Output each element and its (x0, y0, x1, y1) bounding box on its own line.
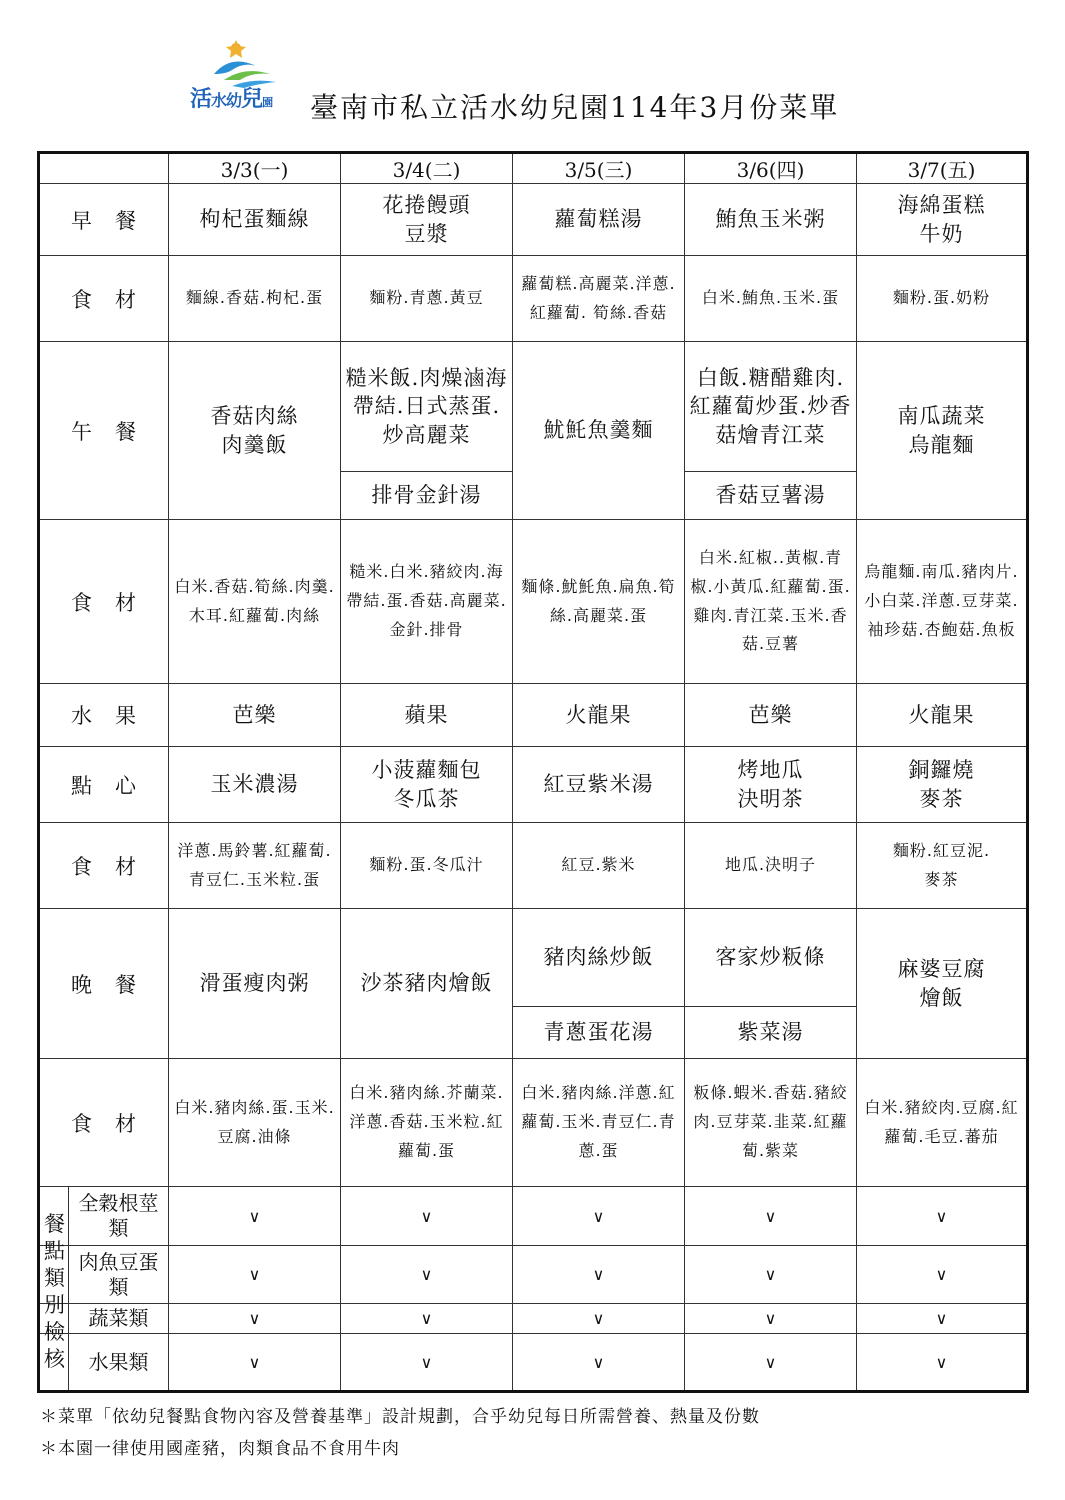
lunch-meal: 白飯.糖醋雞肉.紅蘿蔔炒蛋.炒香菇燴青江菜 (685, 342, 857, 472)
snack-meal: 小菠蘿麵包 冬瓜茶 (341, 747, 513, 823)
row-label-fruit: 水 果 (39, 684, 169, 747)
lunch-soup: 排骨金針湯 (341, 472, 513, 520)
day-header: 3/5(三) (513, 153, 685, 184)
breakfast-ingredients: 麵線.香菇.枸杞.蛋 (169, 256, 341, 342)
lunch-ingredients: 白米.紅椒..黃椒.青椒.小黃瓜.紅蘿蔔.蛋.雞肉.青江菜.玉米.香菇.豆薯 (685, 520, 857, 684)
check-row (39, 1246, 1028, 1304)
day-header: 3/7(五) (857, 153, 1028, 184)
snack-ingredients: 麵粉.紅豆泥. 麥茶 (857, 823, 1028, 909)
day-header: 3/6(四) (685, 153, 857, 184)
check-mark: ∨ (857, 1246, 1028, 1304)
dinner-meal: 滑蛋瘦肉粥 (169, 909, 341, 1059)
row-label-lunch: 午 餐 (39, 342, 169, 520)
category-name: 肉魚豆蛋類 (68, 1246, 168, 1303)
snack-ingredients: 麵粉.蛋.冬瓜汁 (341, 823, 513, 909)
day-header: 3/3(一) (169, 153, 341, 184)
check-mark: ∨ (857, 1334, 1028, 1392)
dinner-ingredients-row (39, 1059, 1028, 1187)
breakfast-ingredients: 白米.鮪魚.玉米.蛋 (685, 256, 857, 342)
breakfast-ingredients-row (39, 256, 1028, 342)
lunch-ingredients: 糙米.白米.豬絞肉.海帶結.蛋.香菇.高麗菜.金針.排骨 (341, 520, 513, 684)
check-mark: ∨ (169, 1187, 341, 1246)
fruit-item: 芭樂 (169, 684, 341, 747)
check-mark: ∨ (513, 1246, 685, 1304)
check-mark: ∨ (857, 1304, 1028, 1334)
check-section-label-wrap (40, 1194, 68, 1390)
fruit-item: 芭樂 (685, 684, 857, 747)
snack-meal: 銅鑼燒 麥茶 (857, 747, 1028, 823)
fruit-row (39, 684, 1028, 747)
day-header: 3/4(二) (341, 153, 513, 184)
dinner-ingredients: 粄條.蝦米.香菇.豬絞肉.豆芽菜.韭菜.紅蘿蔔.紫菜 (685, 1059, 857, 1187)
check-mark: ∨ (685, 1334, 857, 1392)
fruit-item: 火龍果 (857, 684, 1028, 747)
snack-ingredients: 紅豆.紫米 (513, 823, 685, 909)
snack-meal: 玉米濃湯 (169, 747, 341, 823)
lunch-ingredients: 麵條.魷魠魚.扁魚.筍絲.高麗菜.蛋 (513, 520, 685, 684)
lunch-ingredients-row (39, 520, 1028, 684)
check-mark: ∨ (857, 1187, 1028, 1246)
school-logo (186, 40, 296, 115)
check-row (39, 1187, 1028, 1246)
breakfast-ingredients: 蘿蔔糕.高麗菜.洋蔥.紅蘿蔔. 筍絲.香菇 (513, 256, 685, 342)
check-mark: ∨ (341, 1334, 513, 1392)
check-section-label: 餐點類別檢核 (44, 1211, 65, 1372)
dinner-row (39, 909, 1028, 1007)
snack-meal: 烤地瓜 決明茶 (685, 747, 857, 823)
menu-table (37, 151, 1029, 1393)
lunch-ingredients: 白米.香菇.筍絲.肉羹.木耳.紅蘿蔔.肉絲 (169, 520, 341, 684)
category-name: 水果類 (68, 1334, 168, 1390)
lunch-meal: 香菇肉絲 肉羹飯 (169, 342, 341, 520)
row-label-ingredients: 食 材 (39, 520, 169, 684)
dinner-meal: 客家炒粄條 (685, 909, 857, 1007)
category-name: 蔬菜類 (68, 1304, 168, 1333)
check-mark: ∨ (341, 1187, 513, 1246)
row-label-breakfast: 早 餐 (39, 184, 169, 256)
lunch-meal: 糙米飯.肉燥滷海帶結.日式蒸蛋.炒高麗菜 (341, 342, 513, 472)
check-row (39, 1334, 1028, 1392)
row-label-dinner: 晚 餐 (39, 909, 169, 1059)
breakfast-meal: 枸杞蛋麵線 (169, 184, 341, 256)
dinner-ingredients: 白米.豬肉絲.蛋.玉米.豆腐.油條 (169, 1059, 341, 1187)
check-mark: ∨ (513, 1334, 685, 1392)
check-mark: ∨ (341, 1246, 513, 1304)
corner-cell (39, 153, 169, 184)
lunch-meal: 魷魠魚羹麵 (513, 342, 685, 520)
breakfast-meal: 海綿蛋糕 牛奶 (857, 184, 1028, 256)
check-mark: ∨ (169, 1304, 341, 1334)
check-mark: ∨ (513, 1187, 685, 1246)
snack-ingredients-row (39, 823, 1028, 909)
breakfast-ingredients: 麵粉.蛋.奶粉 (857, 256, 1028, 342)
row-label-ingredients: 食 材 (39, 256, 169, 342)
dinner-meal: 麻婆豆腐 燴飯 (857, 909, 1028, 1059)
check-mark: ∨ (341, 1304, 513, 1334)
page-title: 臺南市私立活水幼兒園114年3月份菜單 (310, 91, 840, 124)
dinner-meal: 豬肉絲炒飯 (513, 909, 685, 1007)
snack-row (39, 747, 1028, 823)
day-header-row (39, 153, 1028, 184)
check-mark: ∨ (169, 1246, 341, 1304)
check-mark: ∨ (685, 1246, 857, 1304)
check-mark: ∨ (513, 1304, 685, 1334)
check-mark: ∨ (169, 1334, 341, 1392)
logo-text: 活水幼兒園 (190, 87, 273, 112)
dinner-soup: 紫菜湯 (685, 1007, 857, 1059)
lunch-soup: 香菇豆薯湯 (685, 472, 857, 520)
breakfast-meal: 鮪魚玉米粥 (685, 184, 857, 256)
check-mark: ∨ (685, 1187, 857, 1246)
breakfast-meal: 花捲饅頭 豆漿 (341, 184, 513, 256)
snack-ingredients: 洋蔥.馬鈴薯.紅蘿蔔.青豆仁.玉米粒.蛋 (169, 823, 341, 909)
check-mark: ∨ (685, 1304, 857, 1334)
dinner-ingredients: 白米.豬肉絲.芥蘭菜.洋蔥.香菇.玉米粒.紅蘿蔔.蛋 (341, 1059, 513, 1187)
footnote: ＊菜單「依幼兒餐點食物內容及營養基準」設計規劃，合乎幼兒每日所需營養、熱量及份數 (40, 1407, 760, 1427)
breakfast-meal: 蘿蔔糕湯 (513, 184, 685, 256)
fruit-item: 蘋果 (341, 684, 513, 747)
fruit-item: 火龍果 (513, 684, 685, 747)
lunch-meal: 南瓜蔬菜 烏龍麵 (857, 342, 1028, 520)
row-label-ingredients: 食 材 (39, 1059, 169, 1187)
breakfast-ingredients: 麵粉.青蔥.黃豆 (341, 256, 513, 342)
dinner-ingredients: 白米.豬絞肉.豆腐.紅蘿蔔.毛豆.蕃茄 (857, 1059, 1028, 1187)
breakfast-row (39, 184, 1028, 256)
row-label-ingredients: 食 材 (39, 823, 169, 909)
snack-ingredients: 地瓜.決明子 (685, 823, 857, 909)
dinner-ingredients: 白米.豬肉絲.洋蔥.紅蘿蔔.玉米.青豆仁.青蔥.蛋 (513, 1059, 685, 1187)
check-row (39, 1304, 1028, 1334)
category-name: 全穀根莖類 (68, 1187, 168, 1245)
footnote: ＊本園一律使用國產豬，肉類食品不食用牛肉 (40, 1439, 400, 1459)
lunch-ingredients: 烏龍麵.南瓜.豬肉片.小白菜.洋蔥.豆芽菜.袖珍菇.杏鮑菇.魚板 (857, 520, 1028, 684)
dinner-meal: 沙茶豬肉燴飯 (341, 909, 513, 1059)
dinner-soup: 青蔥蛋花湯 (513, 1007, 685, 1059)
lunch-row (39, 342, 1028, 472)
row-label-snack: 點 心 (39, 747, 169, 823)
snack-meal: 紅豆紫米湯 (513, 747, 685, 823)
